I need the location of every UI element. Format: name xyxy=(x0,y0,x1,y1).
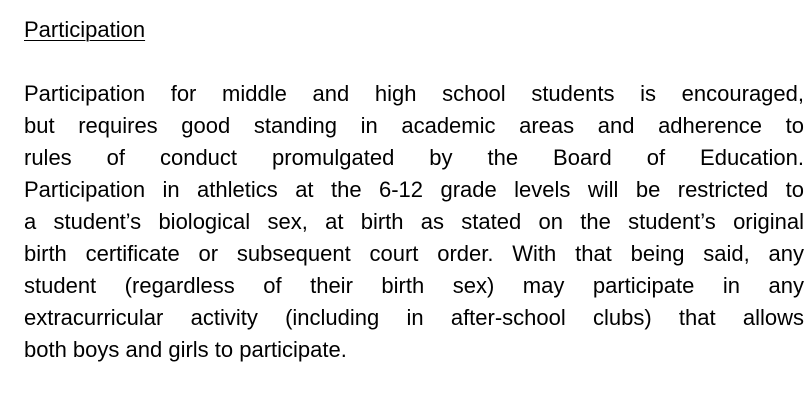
section-heading: Participation xyxy=(24,17,146,42)
paragraph-line: student (regardless of their birth sex) may participate in any xyxy=(24,273,804,298)
policy-paragraph xyxy=(24,78,804,366)
document xyxy=(24,14,804,366)
paragraph-line: Participation in athletics at the 6-12 grade levels will be restricted to xyxy=(24,177,804,202)
paragraph-line: a student’s biological sex, at birth as stated on the student’s original xyxy=(24,209,804,234)
paragraph-line: rules of conduct promulgated by the Board of Education. xyxy=(24,145,804,170)
paragraph-line: extracurricular activity (including in after-school clubs) that allows xyxy=(24,305,804,330)
paragraph-line: birth certificate or subsequent court order. With that being said, any xyxy=(24,241,804,266)
paragraph-line: Participation for middle and high school students is encouraged, xyxy=(24,81,804,106)
paragraph-line: but requires good standing in academic areas and adherence to xyxy=(24,113,804,138)
paragraph-line: both boys and girls to participate. xyxy=(24,337,347,362)
